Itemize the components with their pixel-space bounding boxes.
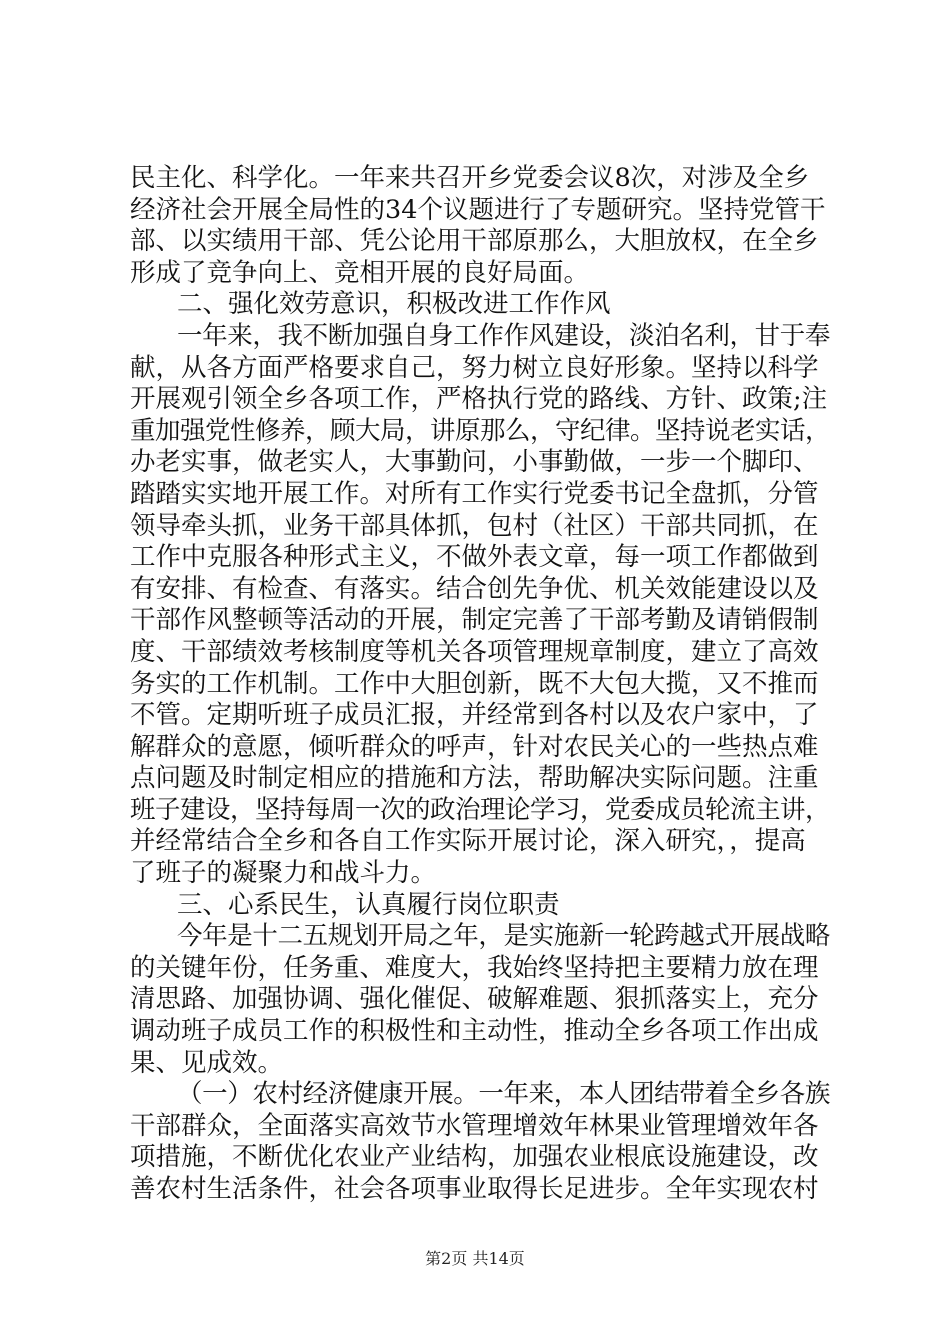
text-line: 度、干部绩效考核制度等机关各项管理规章制度，建立了高效 — [130, 636, 819, 667]
section-heading: 二、强化效劳意识，积极改进工作作风 — [177, 289, 611, 320]
text-line: 干部作风整顿等活动的开展，制定完善了干部考勤及请销假制 — [130, 605, 819, 636]
text-line: 重加强党性修养，顾大局，讲原那么，守纪律。坚持说老实话， — [130, 415, 830, 446]
text-line: 点问题及时制定相应的措施和方法，帮助解决实际问题。注重 — [130, 763, 819, 794]
text-line: 工作中克服各种形式主义，不做外表文章，每一项工作都做到 — [130, 542, 819, 573]
text-line: 不管。定期听班子成员汇报，并经常到各村以及农户家中，了 — [130, 700, 819, 731]
text-line: 项措施，不断优化农业产业结构，加强农业根底设施建设，改 — [130, 1142, 819, 1173]
text-line: 有安排、有检查、有落实。结合创先争优、机关效能建设以及 — [130, 573, 819, 604]
text-line: 善农村生活条件，社会各项事业取得长足进步。全年实现农村 — [130, 1174, 819, 1204]
page-number-label: 第2页 共14页 — [425, 1249, 525, 1268]
text-line: 踏踏实实地开展工作。对所有工作实行党委书记全盘抓，分管 — [130, 478, 819, 509]
text-line: 经济社会开展全局性的34个议题进行了专题研究。坚持党管干 — [130, 194, 826, 225]
text-line: 务实的工作机制。工作中大胆创新，既不大包大揽，又不推而 — [130, 668, 819, 699]
text-line: 办老实事，做老实人，大事勤问，小事勤做，一步一个脚印、 — [130, 447, 819, 478]
text-line: 果、见成效。 — [130, 1047, 284, 1078]
text-line: 一年来，我不断加强自身工作作风建设，淡泊名利，甘于奉 — [177, 320, 830, 351]
text-line: 解群众的意愿，倾听群众的呼声，针对农民关心的一些热点难 — [130, 731, 819, 762]
text-line: 干部群众，全面落实高效节水管理增效年林果业管理增效年各 — [130, 1110, 819, 1141]
text-line: 并经常结合全乡和各自工作实际开展讨论，深入研究，，提高 — [130, 826, 806, 857]
text-line: 开展观引领全乡各项工作，严格执行党的路线、方针、政策;注 — [130, 384, 828, 415]
text-line: 了班子的凝聚力和战斗力。 — [130, 858, 437, 889]
text-line: 的关键年份，任务重、难度大，我始终坚持把主要精力放在理 — [130, 952, 819, 983]
text-line: 班子建设，坚持每周一次的政治理论学习，党委成员轮流主讲， — [130, 794, 830, 825]
text-line: （一）农村经济健康开展。一年来，本人团结带着全乡各族 — [177, 1079, 830, 1110]
text-line: 清思路、加强协调、强化催促、破解难题、狠抓落实上，充分 — [130, 984, 819, 1015]
text-line: 形成了竞争向上、竞相开展的良好局面。 — [130, 257, 590, 288]
text-line: 调动班子成员工作的积极性和主动性，推动全乡各项工作出成 — [130, 1016, 819, 1047]
text-line: 部、以实绩用干部、凭公论用干部原那么，大胆放权，在全乡 — [130, 226, 819, 257]
document-body — [130, 163, 830, 1206]
section-heading: 三、心系民生，认真履行岗位职责 — [177, 889, 560, 920]
text-line: 献，从各方面严格要求自己，努力树立良好形象。坚持以科学 — [130, 352, 819, 383]
text-line: 今年是十二五规划开局之年，是实施新一轮跨越式开展战略 — [177, 921, 830, 952]
page-footer — [0, 1246, 950, 1269]
text-line: 领导牵头抓，业务干部具体抓，包村（社区）干部共同抓，在 — [130, 510, 819, 541]
text-line: 民主化、科学化。一年来共召开乡党委会议8次，对涉及全乡 — [130, 163, 810, 193]
